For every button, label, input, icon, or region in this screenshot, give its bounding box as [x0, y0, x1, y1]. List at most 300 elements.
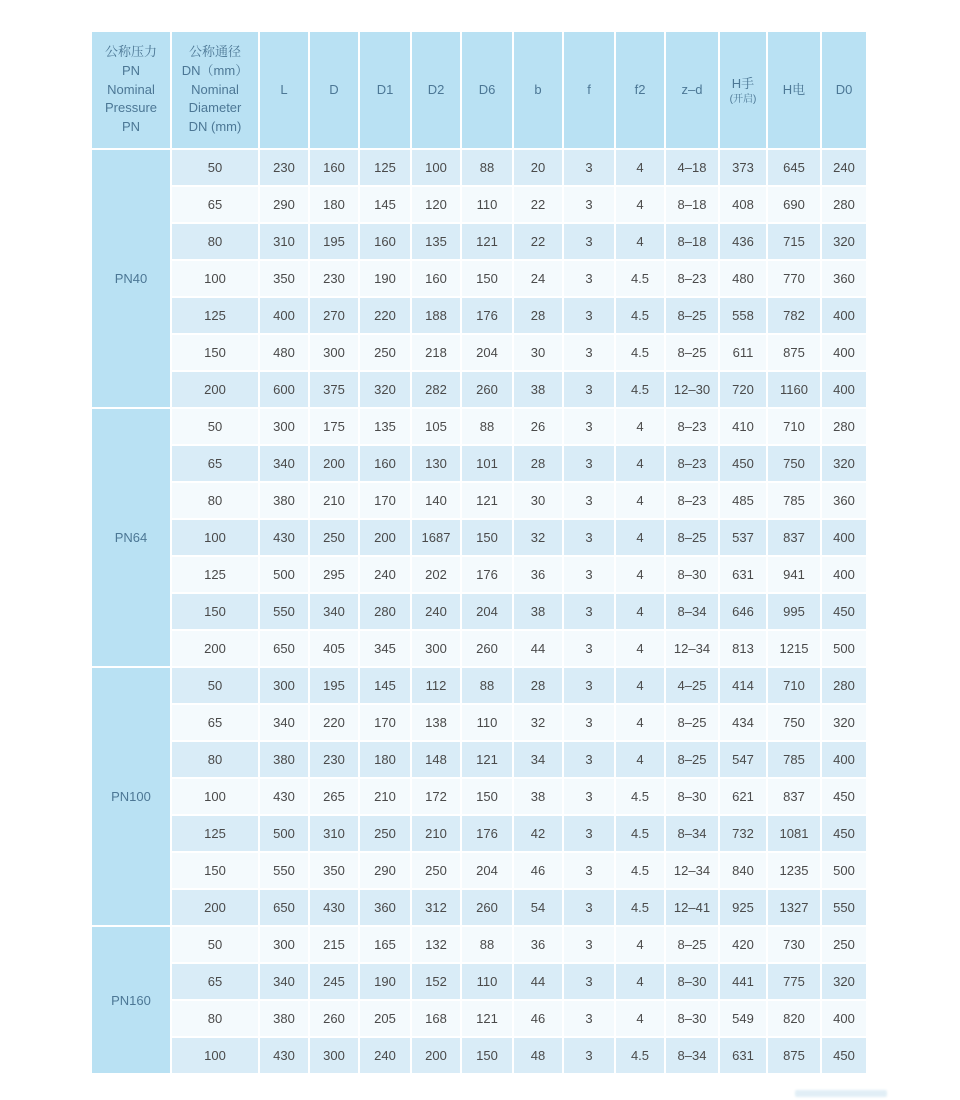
data-cell: 8–25	[666, 705, 718, 740]
data-cell: 450	[822, 779, 866, 814]
data-cell: 400	[822, 1001, 866, 1036]
table-row	[92, 816, 866, 851]
data-cell: 150	[462, 779, 512, 814]
data-cell: 4	[616, 409, 664, 444]
data-cell: 270	[310, 298, 358, 333]
header-d0: D0	[822, 32, 866, 148]
data-cell: 434	[720, 705, 766, 740]
header-l: L	[260, 32, 308, 148]
data-cell: 3	[564, 705, 614, 740]
dn-cell: 150	[172, 335, 258, 370]
data-cell: 1687	[412, 520, 460, 555]
data-cell: 8–23	[666, 409, 718, 444]
table-row	[92, 409, 866, 444]
data-cell: 88	[462, 409, 512, 444]
data-cell: 300	[260, 927, 308, 962]
data-cell: 4.5	[616, 1038, 664, 1073]
table-row	[92, 335, 866, 370]
data-cell: 441	[720, 964, 766, 999]
data-cell: 8–23	[666, 446, 718, 481]
data-cell: 340	[260, 964, 308, 999]
table-row	[92, 298, 866, 333]
data-cell: 265	[310, 779, 358, 814]
data-cell: 121	[462, 224, 512, 259]
table-body	[92, 150, 866, 1073]
data-cell: 3	[564, 261, 614, 296]
data-cell: 4.5	[616, 261, 664, 296]
data-cell: 4	[616, 1001, 664, 1036]
data-cell: 8–25	[666, 335, 718, 370]
header-h电: H电	[768, 32, 820, 148]
data-cell: 195	[310, 668, 358, 703]
data-cell: 210	[412, 816, 460, 851]
data-cell: 3	[564, 446, 614, 481]
data-cell: 8–25	[666, 927, 718, 962]
data-cell: 180	[310, 187, 358, 222]
data-cell: 165	[360, 927, 410, 962]
data-cell: 558	[720, 298, 766, 333]
data-cell: 245	[310, 964, 358, 999]
data-cell: 4–25	[666, 668, 718, 703]
data-cell: 875	[768, 335, 820, 370]
data-cell: 121	[462, 1001, 512, 1036]
data-cell: 202	[412, 557, 460, 592]
dn-cell: 50	[172, 409, 258, 444]
dn-cell: 100	[172, 520, 258, 555]
data-cell: 4.5	[616, 890, 664, 925]
data-cell: 88	[462, 668, 512, 703]
table-row	[92, 557, 866, 592]
data-cell: 3	[564, 631, 614, 666]
data-cell: 230	[260, 150, 308, 185]
data-cell: 4	[616, 446, 664, 481]
data-cell: 373	[720, 150, 766, 185]
data-cell: 46	[514, 1001, 562, 1036]
data-cell: 44	[514, 631, 562, 666]
data-cell: 3	[564, 594, 614, 629]
data-cell: 710	[768, 668, 820, 703]
data-cell: 204	[462, 853, 512, 888]
data-cell: 8–23	[666, 261, 718, 296]
data-cell: 24	[514, 261, 562, 296]
data-cell: 375	[310, 372, 358, 407]
data-cell: 600	[260, 372, 308, 407]
dn-cell: 80	[172, 742, 258, 777]
data-cell: 88	[462, 927, 512, 962]
dn-cell: 50	[172, 927, 258, 962]
data-cell: 4	[616, 520, 664, 555]
data-cell: 4.5	[616, 853, 664, 888]
data-cell: 837	[768, 520, 820, 555]
table-row	[92, 779, 866, 814]
data-cell: 210	[360, 779, 410, 814]
data-cell: 310	[310, 816, 358, 851]
data-cell: 210	[310, 483, 358, 518]
data-cell: 4.5	[616, 372, 664, 407]
data-cell: 140	[412, 483, 460, 518]
data-cell: 3	[564, 483, 614, 518]
data-cell: 28	[514, 298, 562, 333]
data-cell: 28	[514, 668, 562, 703]
data-cell: 160	[412, 261, 460, 296]
data-cell: 550	[260, 853, 308, 888]
data-cell: 200	[412, 1038, 460, 1073]
data-cell: 340	[310, 594, 358, 629]
data-cell: 750	[768, 446, 820, 481]
data-cell: 813	[720, 631, 766, 666]
data-cell: 132	[412, 927, 460, 962]
data-cell: 290	[260, 187, 308, 222]
data-cell: 12–34	[666, 853, 718, 888]
data-cell: 32	[514, 520, 562, 555]
data-cell: 240	[360, 557, 410, 592]
table-row	[92, 853, 866, 888]
data-cell: 300	[310, 1038, 358, 1073]
data-cell: 500	[260, 816, 308, 851]
data-cell: 550	[260, 594, 308, 629]
data-cell: 190	[360, 261, 410, 296]
dn-cell: 200	[172, 631, 258, 666]
data-cell: 8–25	[666, 520, 718, 555]
table-row	[92, 742, 866, 777]
header-row	[92, 32, 866, 148]
data-cell: 4	[616, 557, 664, 592]
data-cell: 250	[822, 927, 866, 962]
header-d6: D6	[462, 32, 512, 148]
data-cell: 112	[412, 668, 460, 703]
data-cell: 4–18	[666, 150, 718, 185]
dn-cell: 80	[172, 483, 258, 518]
pn-group-label-pn64: PN64	[92, 409, 170, 666]
data-cell: 160	[360, 224, 410, 259]
data-cell: 450	[822, 1038, 866, 1073]
dn-cell: 125	[172, 298, 258, 333]
data-cell: 145	[360, 187, 410, 222]
data-cell: 180	[360, 742, 410, 777]
table-header	[92, 32, 866, 148]
data-cell: 250	[310, 520, 358, 555]
data-cell: 770	[768, 261, 820, 296]
data-cell: 380	[260, 1001, 308, 1036]
data-cell: 8–30	[666, 964, 718, 999]
data-cell: 8–30	[666, 779, 718, 814]
data-cell: 782	[768, 298, 820, 333]
data-cell: 188	[412, 298, 460, 333]
data-cell: 36	[514, 557, 562, 592]
data-cell: 8–25	[666, 298, 718, 333]
data-cell: 4	[616, 964, 664, 999]
data-cell: 3	[564, 1001, 614, 1036]
data-cell: 220	[310, 705, 358, 740]
data-cell: 300	[412, 631, 460, 666]
data-cell: 3	[564, 964, 614, 999]
data-cell: 320	[822, 446, 866, 481]
data-cell: 732	[720, 816, 766, 851]
data-cell: 240	[360, 1038, 410, 1073]
data-cell: 12–41	[666, 890, 718, 925]
data-cell: 775	[768, 964, 820, 999]
data-cell: 550	[822, 890, 866, 925]
data-cell: 400	[822, 557, 866, 592]
data-cell: 360	[360, 890, 410, 925]
data-cell: 730	[768, 927, 820, 962]
data-cell: 3	[564, 298, 614, 333]
data-cell: 28	[514, 446, 562, 481]
data-cell: 450	[822, 816, 866, 851]
dn-cell: 65	[172, 187, 258, 222]
data-cell: 205	[360, 1001, 410, 1036]
table-row	[92, 705, 866, 740]
data-cell: 1215	[768, 631, 820, 666]
data-cell: 710	[768, 409, 820, 444]
header-d2: D2	[412, 32, 460, 148]
data-cell: 720	[720, 372, 766, 407]
data-cell: 3	[564, 557, 614, 592]
data-cell: 837	[768, 779, 820, 814]
data-cell: 88	[462, 150, 512, 185]
data-cell: 12–34	[666, 631, 718, 666]
data-cell: 38	[514, 779, 562, 814]
data-cell: 150	[462, 1038, 512, 1073]
data-cell: 8–18	[666, 187, 718, 222]
data-cell: 4	[616, 927, 664, 962]
data-cell: 549	[720, 1001, 766, 1036]
data-cell: 820	[768, 1001, 820, 1036]
data-cell: 110	[462, 964, 512, 999]
table-row	[92, 372, 866, 407]
data-cell: 148	[412, 742, 460, 777]
data-cell: 22	[514, 224, 562, 259]
data-cell: 3	[564, 1038, 614, 1073]
data-cell: 360	[822, 483, 866, 518]
data-cell: 160	[360, 446, 410, 481]
data-cell: 3	[564, 372, 614, 407]
data-cell: 145	[360, 668, 410, 703]
dn-cell: 200	[172, 372, 258, 407]
data-cell: 34	[514, 742, 562, 777]
data-cell: 485	[720, 483, 766, 518]
data-cell: 105	[412, 409, 460, 444]
data-cell: 3	[564, 890, 614, 925]
pn-group-label-pn40: PN40	[92, 150, 170, 407]
data-cell: 300	[310, 335, 358, 370]
data-cell: 430	[260, 520, 308, 555]
data-cell: 3	[564, 520, 614, 555]
data-cell: 4	[616, 705, 664, 740]
data-cell: 121	[462, 483, 512, 518]
data-cell: 410	[720, 409, 766, 444]
data-cell: 230	[310, 261, 358, 296]
data-cell: 295	[310, 557, 358, 592]
table-row	[92, 927, 866, 962]
data-cell: 400	[822, 520, 866, 555]
data-cell: 1235	[768, 853, 820, 888]
data-cell: 120	[412, 187, 460, 222]
table-row	[92, 483, 866, 518]
dn-cell: 150	[172, 594, 258, 629]
data-cell: 30	[514, 335, 562, 370]
data-cell: 175	[310, 409, 358, 444]
data-cell: 500	[260, 557, 308, 592]
data-cell: 450	[720, 446, 766, 481]
data-cell: 230	[310, 742, 358, 777]
data-cell: 121	[462, 742, 512, 777]
data-cell: 38	[514, 372, 562, 407]
data-cell: 450	[822, 594, 866, 629]
data-cell: 190	[360, 964, 410, 999]
data-cell: 350	[310, 853, 358, 888]
data-cell: 3	[564, 779, 614, 814]
data-cell: 280	[822, 668, 866, 703]
data-cell: 1081	[768, 816, 820, 851]
data-cell: 631	[720, 1038, 766, 1073]
data-cell: 690	[768, 187, 820, 222]
data-cell: 405	[310, 631, 358, 666]
data-cell: 8–23	[666, 483, 718, 518]
data-cell: 110	[462, 187, 512, 222]
data-cell: 260	[462, 631, 512, 666]
data-cell: 8–34	[666, 594, 718, 629]
data-cell: 537	[720, 520, 766, 555]
data-cell: 280	[822, 409, 866, 444]
data-cell: 430	[260, 1038, 308, 1073]
data-cell: 414	[720, 668, 766, 703]
data-cell: 4	[616, 631, 664, 666]
table-row	[92, 520, 866, 555]
data-cell: 3	[564, 742, 614, 777]
data-cell: 312	[412, 890, 460, 925]
data-cell: 8–25	[666, 742, 718, 777]
header-d: D	[310, 32, 358, 148]
data-cell: 1327	[768, 890, 820, 925]
data-cell: 750	[768, 705, 820, 740]
data-cell: 26	[514, 409, 562, 444]
data-cell: 170	[360, 483, 410, 518]
data-cell: 611	[720, 335, 766, 370]
data-cell: 20	[514, 150, 562, 185]
data-cell: 340	[260, 446, 308, 481]
table-row	[92, 224, 866, 259]
data-cell: 430	[260, 779, 308, 814]
data-cell: 3	[564, 335, 614, 370]
data-cell: 42	[514, 816, 562, 851]
data-cell: 500	[822, 853, 866, 888]
data-cell: 110	[462, 705, 512, 740]
header-d1: D1	[360, 32, 410, 148]
dn-cell: 100	[172, 779, 258, 814]
data-cell: 46	[514, 853, 562, 888]
data-cell: 408	[720, 187, 766, 222]
data-cell: 220	[360, 298, 410, 333]
data-cell: 8–18	[666, 224, 718, 259]
data-cell: 300	[260, 409, 308, 444]
data-cell: 280	[822, 187, 866, 222]
dn-cell: 125	[172, 816, 258, 851]
data-cell: 941	[768, 557, 820, 592]
data-cell: 8–34	[666, 816, 718, 851]
table-row	[92, 150, 866, 185]
data-cell: 4	[616, 150, 664, 185]
dn-cell: 65	[172, 705, 258, 740]
data-cell: 8–30	[666, 557, 718, 592]
data-cell: 480	[720, 261, 766, 296]
data-cell: 130	[412, 446, 460, 481]
data-cell: 101	[462, 446, 512, 481]
data-cell: 400	[260, 298, 308, 333]
data-cell: 36	[514, 927, 562, 962]
dn-cell: 50	[172, 668, 258, 703]
table-row	[92, 187, 866, 222]
data-cell: 138	[412, 705, 460, 740]
data-cell: 875	[768, 1038, 820, 1073]
data-cell: 4.5	[616, 335, 664, 370]
data-cell: 290	[360, 853, 410, 888]
data-cell: 650	[260, 890, 308, 925]
data-cell: 204	[462, 335, 512, 370]
data-cell: 30	[514, 483, 562, 518]
header-nominal-diameter: 公称通径 DN（mm） Nominal Diameter DN (mm)	[172, 32, 258, 148]
data-cell: 32	[514, 705, 562, 740]
data-cell: 430	[310, 890, 358, 925]
data-cell: 621	[720, 779, 766, 814]
pn-group-label-pn100: PN100	[92, 668, 170, 925]
data-cell: 350	[260, 261, 308, 296]
data-cell: 380	[260, 483, 308, 518]
data-cell: 4.5	[616, 816, 664, 851]
data-cell: 646	[720, 594, 766, 629]
data-cell: 3	[564, 150, 614, 185]
data-cell: 240	[412, 594, 460, 629]
header-h手: H手 (开启)	[720, 32, 766, 148]
data-cell: 360	[822, 261, 866, 296]
data-cell: 715	[768, 224, 820, 259]
data-cell: 195	[310, 224, 358, 259]
data-cell: 260	[462, 372, 512, 407]
data-cell: 1160	[768, 372, 820, 407]
data-cell: 785	[768, 483, 820, 518]
header-b: b	[514, 32, 562, 148]
data-cell: 4.5	[616, 298, 664, 333]
data-cell: 44	[514, 964, 562, 999]
dn-cell: 50	[172, 150, 258, 185]
data-cell: 204	[462, 594, 512, 629]
data-cell: 840	[720, 853, 766, 888]
data-cell: 160	[310, 150, 358, 185]
data-cell: 3	[564, 187, 614, 222]
data-cell: 280	[360, 594, 410, 629]
data-cell: 3	[564, 409, 614, 444]
data-cell: 340	[260, 705, 308, 740]
data-cell: 631	[720, 557, 766, 592]
data-cell: 260	[310, 1001, 358, 1036]
data-cell: 8–34	[666, 1038, 718, 1073]
data-cell: 135	[360, 409, 410, 444]
data-cell: 420	[720, 927, 766, 962]
data-cell: 215	[310, 927, 358, 962]
header-f: f	[564, 32, 614, 148]
data-cell: 168	[412, 1001, 460, 1036]
data-cell: 4	[616, 668, 664, 703]
data-cell: 3	[564, 668, 614, 703]
data-cell: 38	[514, 594, 562, 629]
data-cell: 3	[564, 816, 614, 851]
data-cell: 320	[822, 224, 866, 259]
data-cell: 125	[360, 150, 410, 185]
pn-group-label-pn160: PN160	[92, 927, 170, 1073]
data-cell: 250	[360, 335, 410, 370]
data-cell: 547	[720, 742, 766, 777]
data-cell: 250	[360, 816, 410, 851]
